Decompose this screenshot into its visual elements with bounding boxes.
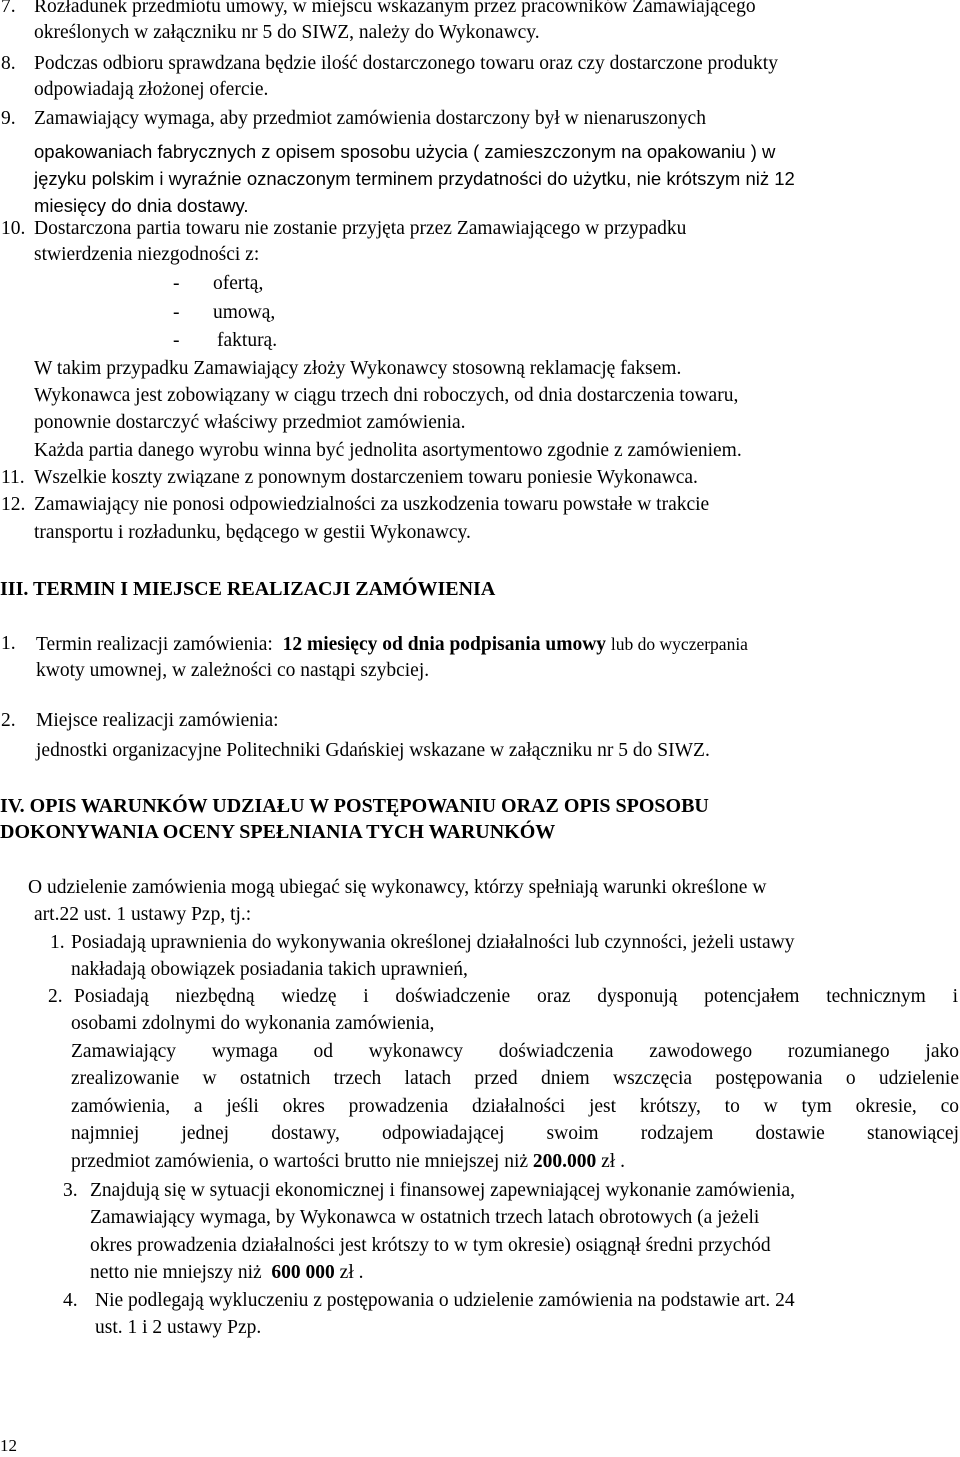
item-number: 12. bbox=[1, 494, 26, 515]
item-number: 9. bbox=[1, 108, 16, 129]
item-tail: zł . bbox=[601, 1151, 625, 1172]
section-heading: IV. OPIS WARUNKÓW UDZIAŁU W POSTĘPOWANIU ORAZ OPIS SPOSOBU bbox=[0, 795, 709, 817]
item-text bbox=[36, 631, 748, 658]
item-text: Zamawiający nie ponosi odpowiedzialności za uszkodzenia towaru powstałe w trakcie bbox=[34, 494, 710, 515]
section-heading: DOKONYWANIA OCENY SPEŁNIANIA TYCH WARUNKÓW bbox=[0, 821, 556, 843]
item-tail: zł . bbox=[339, 1262, 364, 1283]
item-text: określonych w załączniku nr 5 do SIWZ, należy do Wykonawcy. bbox=[34, 22, 540, 43]
item-text: Miejsce realizacji zamówienia: bbox=[36, 710, 279, 731]
item-number: 2. bbox=[1, 710, 16, 731]
dash-mark: - bbox=[173, 330, 180, 351]
item-text: stwierdzenia niezgodności z: bbox=[34, 244, 260, 265]
dash-item-text: ofertą, bbox=[213, 273, 264, 294]
item-number: 8. bbox=[1, 53, 16, 74]
item-text: nakładają obowiązek posiadania takich uprawnień, bbox=[71, 959, 468, 980]
item-text: jednostki organizacyjne Politechniki Gdańskiej wskazane w załączniku nr 5 do SIWZ. bbox=[36, 740, 710, 761]
item-text: Każda partia danego wyrobu winna być jednolita asortymentowo zgodnie z zamówieniem. bbox=[34, 440, 742, 461]
item-text: odpowiadają złożonej ofercie. bbox=[34, 79, 269, 100]
item-text: Podczas odbioru sprawdzana będzie ilość dostarczonego towaru oraz czy dostarczone produkty bbox=[34, 53, 778, 74]
item-lead: przedmiot zamówienia, o wartości brutto nie mniejszej niż bbox=[71, 1151, 529, 1172]
item-text: Wykonawca jest zobowiązany w ciągu trzech dni roboczych, od dnia dostarczenia towaru, bbox=[34, 385, 739, 406]
item-text: Zamawiający wymaga, aby przedmiot zamówienia dostarczony był w nienaruszonych bbox=[34, 108, 706, 129]
item-text: Zamawiający wymaga, by Wykonawca w ostatnich trzech latach obrotowych (a jeżeli bbox=[90, 1207, 760, 1228]
item-lead: netto nie mniejszy niż bbox=[90, 1262, 262, 1283]
item-text: najmniej jednej dostawy, odpowiadającej swoim rodzajem dostawie stanowiącej bbox=[71, 1123, 959, 1144]
item-text: Posiadają niezbędną wiedzę i doświadczenie oraz dysponują potencjałem technicznym i bbox=[74, 986, 958, 1007]
item-bold: 600 000 bbox=[271, 1262, 335, 1283]
item-text: zamówienia, a jeśli okres prowadzenia działalności jest krótszy, to w tym okresie, co bbox=[71, 1096, 959, 1117]
item-number: 7. bbox=[1, 0, 16, 17]
item-text: opakowaniach fabrycznych z opisem sposobu użycia ( zamieszczonym na opakowaniu ) w bbox=[34, 141, 776, 162]
section-heading: III. TERMIN I MIEJSCE REALIZACJI ZAMÓWIENIA bbox=[0, 578, 496, 600]
item-bold: 200.000 bbox=[532, 1151, 597, 1172]
item-text: okres prowadzenia działalności jest krótszy to w tym okresie) osiągnął średni przychód bbox=[90, 1235, 771, 1256]
paragraph-text: art.22 ust. 1 ustawy Pzp, tj.: bbox=[34, 904, 252, 925]
item-number: 4. bbox=[63, 1290, 78, 1311]
item-text: Wszelkie koszty związane z ponownym dostarczeniem towaru poniesie Wykonawca. bbox=[34, 467, 698, 488]
item-number: 2. bbox=[48, 986, 63, 1007]
item-number: 11. bbox=[1, 467, 25, 488]
dash-item-text: fakturą. bbox=[217, 330, 278, 351]
dash-mark: - bbox=[173, 273, 180, 294]
item-number: 1. bbox=[1, 633, 16, 654]
item-text bbox=[71, 1149, 625, 1175]
item-number: 1. bbox=[50, 932, 65, 953]
item-text: transportu i rozładunku, będącego w gestii Wykonawcy. bbox=[34, 522, 471, 543]
item-text: osobami zdolnymi do wykonania zamówienia, bbox=[71, 1013, 435, 1034]
item-text: W takim przypadku Zamawiający złoży Wykonawcy stosowną reklamację faksem. bbox=[34, 358, 682, 379]
paragraph-text: O udzielenie zamówienia mogą ubiegać się wykonawcy, którzy spełniają warunki określone w bbox=[28, 877, 767, 898]
item-text: Nie podlegają wykluczeniu z postępowania o udzielenie zamówienia na podstawie art. 24 bbox=[95, 1290, 795, 1311]
item-text: ust. 1 i 2 ustawy Pzp. bbox=[95, 1317, 262, 1338]
item-text: kwoty umownej, w zależności co nastąpi szybciej. bbox=[36, 660, 430, 681]
item-lead: Termin realizacji zamówienia: bbox=[36, 634, 273, 655]
item-text: Posiadają uprawnienia do wykonywania określonej działalności lub czynności, jeżeli ustawy bbox=[71, 932, 795, 953]
item-text: ponownie dostarczyć właściwy przedmiot zamówienia. bbox=[34, 412, 466, 433]
item-number: 3. bbox=[63, 1180, 78, 1201]
item-text: Rozładunek przedmiotu umowy, w miejscu wskazanym przez pracowników Zamawiającego bbox=[34, 0, 756, 17]
item-bold: 12 miesięcy od dnia podpisania umowy bbox=[282, 634, 607, 655]
item-text: Zamawiający wymaga od wykonawcy doświadczenia zawodowego rozumianego jako bbox=[71, 1041, 959, 1062]
item-text: języku polskim i wyraźnie oznaczonym terminem przydatności do użytku, nie krótszym niż 12 bbox=[34, 168, 795, 189]
dash-mark: - bbox=[173, 302, 180, 323]
item-text: Dostarczona partia towaru nie zostanie przyjęta przez Zamawiającego w przypadku bbox=[34, 218, 687, 239]
item-text: Znajdują się w sytuacji ekonomicznej i finansowej zapewniającej wykonanie zamówienia, bbox=[90, 1180, 795, 1201]
item-text: zrealizowanie w ostatnich trzech latach przed dniem wszczęcia postępowania o udzielenie bbox=[71, 1068, 959, 1089]
item-text: miesięcy do dnia dostawy. bbox=[34, 195, 249, 216]
item-text bbox=[90, 1260, 364, 1286]
dash-item-text: umową, bbox=[213, 302, 276, 323]
item-number: 10. bbox=[1, 218, 26, 239]
page-number: 12 bbox=[0, 1436, 17, 1455]
item-tail: lub do wyczerpania bbox=[610, 634, 748, 654]
